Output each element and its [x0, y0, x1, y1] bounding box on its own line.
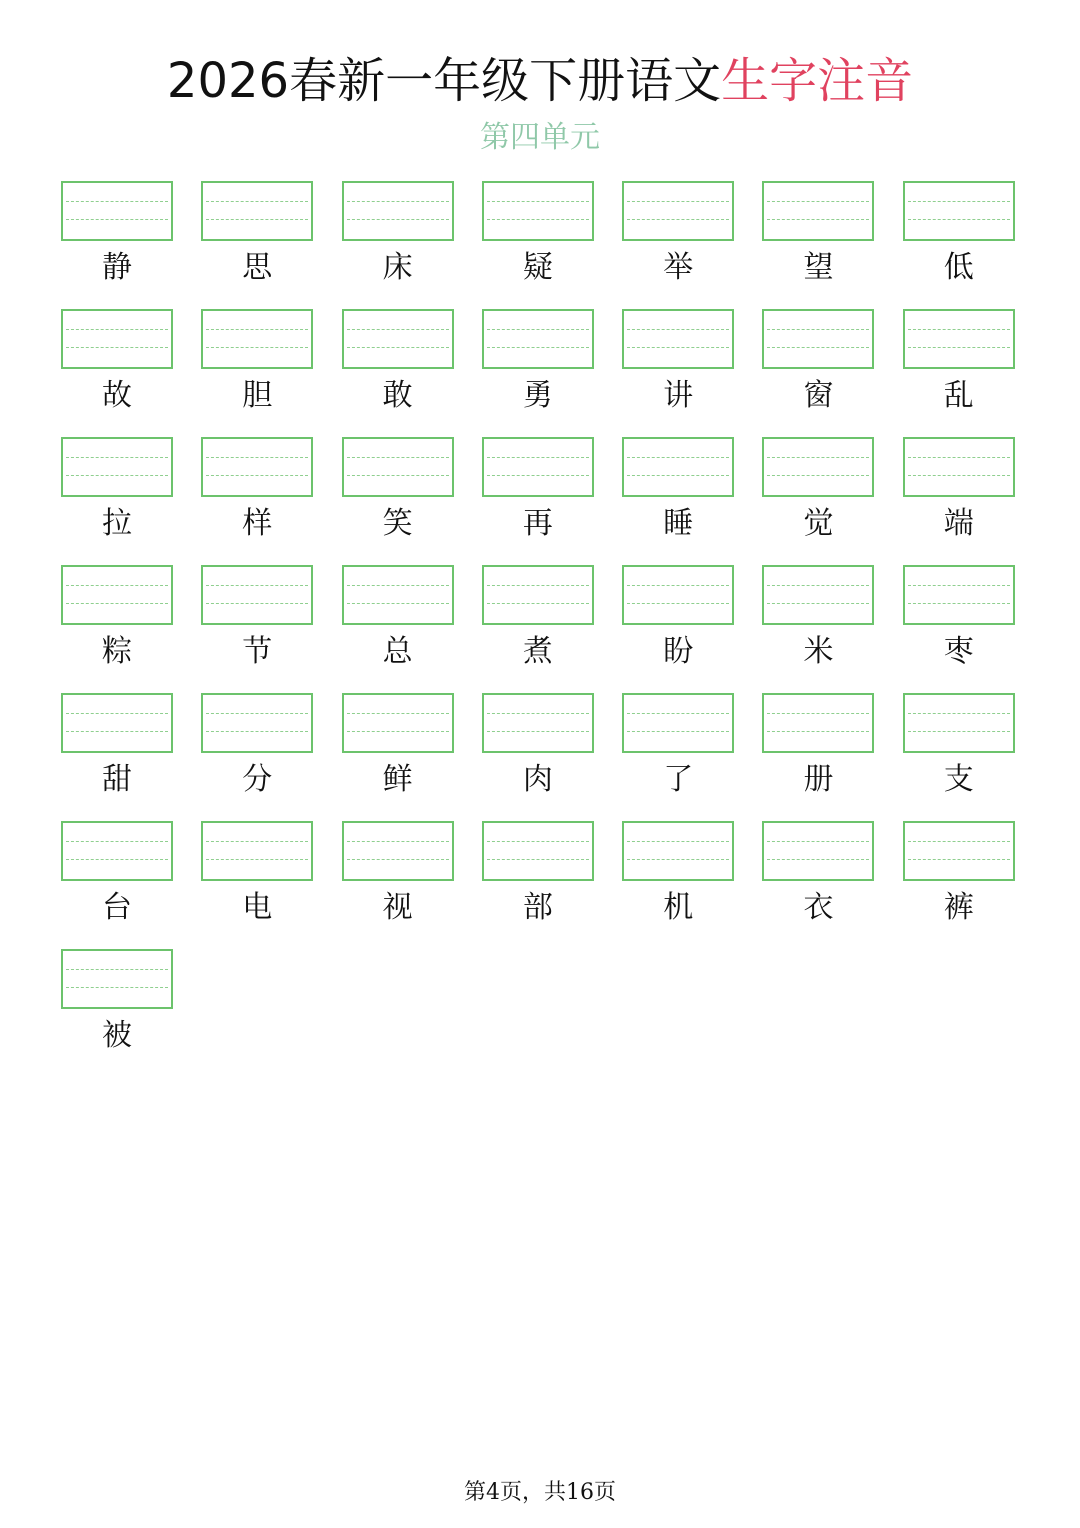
pinyin-writing-box[interactable]	[762, 565, 874, 625]
hanzi-character: 笑	[382, 506, 413, 541]
guide-line	[767, 731, 869, 732]
character-cell	[482, 565, 594, 693]
pinyin-writing-box[interactable]	[482, 693, 594, 753]
hanzi-character: 粽	[102, 634, 132, 669]
character-cell	[622, 565, 734, 693]
guide-line	[767, 329, 869, 330]
hanzi-character: 样	[242, 506, 273, 541]
guide-line	[66, 475, 168, 476]
character-cell	[762, 565, 874, 693]
hanzi-character: 册	[803, 762, 834, 797]
pinyin-writing-box[interactable]	[201, 309, 313, 369]
pinyin-writing-box[interactable]	[61, 181, 173, 241]
guide-line	[206, 201, 308, 202]
guide-line	[908, 859, 1010, 860]
pinyin-writing-box[interactable]	[482, 821, 594, 881]
guide-line	[66, 987, 168, 988]
hanzi-character: 低	[943, 250, 974, 285]
pinyin-writing-box[interactable]	[622, 309, 734, 369]
guide-line	[66, 219, 168, 220]
character-grid	[61, 181, 1021, 1077]
hanzi-character: 乱	[943, 378, 974, 413]
pinyin-writing-box[interactable]	[342, 565, 454, 625]
character-cell	[342, 565, 454, 693]
character-cell	[201, 821, 313, 949]
guide-line	[627, 731, 729, 732]
hanzi-character: 胆	[242, 378, 273, 413]
pinyin-writing-box[interactable]	[482, 437, 594, 497]
guide-line	[627, 201, 729, 202]
pinyin-writing-box[interactable]	[61, 693, 173, 753]
character-cell	[342, 437, 454, 565]
guide-line	[908, 219, 1010, 220]
guide-line	[66, 841, 168, 842]
guide-line	[206, 475, 308, 476]
guide-line	[487, 475, 589, 476]
guide-line	[347, 603, 449, 604]
guide-line	[767, 475, 869, 476]
hanzi-character: 思	[242, 250, 273, 285]
character-cell	[903, 821, 1015, 949]
character-cell	[622, 437, 734, 565]
guide-line	[767, 603, 869, 604]
guide-line	[347, 475, 449, 476]
pinyin-writing-box[interactable]	[903, 565, 1015, 625]
pinyin-writing-box[interactable]	[622, 181, 734, 241]
hanzi-character: 鲜	[382, 762, 413, 797]
character-cell	[482, 309, 594, 437]
hanzi-character: 故	[102, 378, 132, 413]
pinyin-writing-box[interactable]	[903, 437, 1015, 497]
guide-line	[347, 201, 449, 202]
guide-line	[487, 201, 589, 202]
page-header	[0, 50, 1080, 158]
guide-line	[908, 347, 1010, 348]
character-cell	[482, 693, 594, 821]
hanzi-character: 煮	[522, 634, 553, 669]
guide-line	[347, 457, 449, 458]
character-cell	[342, 693, 454, 821]
character-cell	[903, 181, 1015, 309]
pinyin-writing-box[interactable]	[762, 437, 874, 497]
pinyin-writing-box[interactable]	[903, 821, 1015, 881]
guide-line	[908, 585, 1010, 586]
guide-line	[627, 219, 729, 220]
guide-line	[487, 713, 589, 714]
character-cell	[903, 565, 1015, 693]
guide-line	[627, 475, 729, 476]
character-cell	[61, 309, 173, 437]
character-cell	[201, 565, 313, 693]
guide-line	[66, 713, 168, 714]
character-cell	[762, 181, 874, 309]
hanzi-character: 机	[663, 890, 694, 925]
guide-line	[206, 731, 308, 732]
hanzi-character: 被	[102, 1018, 132, 1053]
hanzi-character: 敢	[382, 378, 413, 413]
guide-line	[767, 201, 869, 202]
guide-line	[66, 969, 168, 970]
hanzi-character: 望	[803, 250, 834, 285]
guide-line	[487, 603, 589, 604]
hanzi-character: 盼	[663, 634, 694, 669]
guide-line	[206, 347, 308, 348]
pinyin-writing-box[interactable]	[482, 309, 594, 369]
character-cell	[342, 821, 454, 949]
guide-line	[66, 457, 168, 458]
guide-line	[627, 329, 729, 330]
guide-line	[487, 347, 589, 348]
pinyin-writing-box[interactable]	[61, 565, 173, 625]
guide-line	[206, 329, 308, 330]
pinyin-writing-box[interactable]	[342, 821, 454, 881]
hanzi-character: 分	[242, 762, 273, 797]
guide-line	[347, 219, 449, 220]
hanzi-character: 疑	[522, 250, 553, 285]
character-cell	[903, 693, 1015, 821]
guide-line	[908, 731, 1010, 732]
guide-line	[347, 329, 449, 330]
pinyin-writing-box[interactable]	[903, 309, 1015, 369]
hanzi-character: 肉	[522, 762, 553, 797]
pinyin-writing-box[interactable]	[762, 309, 874, 369]
guide-line	[767, 841, 869, 842]
pinyin-writing-box[interactable]	[903, 693, 1015, 753]
guide-line	[66, 585, 168, 586]
hanzi-character: 总	[382, 634, 413, 669]
character-cell	[762, 821, 874, 949]
guide-line	[627, 859, 729, 860]
pinyin-writing-box[interactable]	[762, 821, 874, 881]
pinyin-writing-box[interactable]	[201, 693, 313, 753]
hanzi-character: 衣	[803, 890, 834, 925]
guide-line	[767, 585, 869, 586]
guide-line	[66, 731, 168, 732]
hanzi-character: 静	[102, 250, 132, 285]
character-cell	[482, 437, 594, 565]
guide-line	[627, 585, 729, 586]
character-cell	[622, 309, 734, 437]
character-cell	[622, 693, 734, 821]
guide-line	[487, 219, 589, 220]
hanzi-character: 部	[522, 890, 553, 925]
character-cell	[762, 437, 874, 565]
page-title	[0, 50, 1080, 112]
guide-line	[908, 841, 1010, 842]
guide-line	[487, 731, 589, 732]
hanzi-character: 枣	[943, 634, 974, 669]
character-cell	[903, 437, 1015, 565]
character-cell	[61, 949, 173, 1077]
pinyin-writing-box[interactable]	[201, 565, 313, 625]
guide-line	[487, 841, 589, 842]
guide-line	[206, 603, 308, 604]
pinyin-writing-box[interactable]	[482, 181, 594, 241]
guide-line	[66, 347, 168, 348]
guide-line	[347, 859, 449, 860]
guide-line	[487, 585, 589, 586]
character-cell	[342, 309, 454, 437]
hanzi-character: 裤	[943, 890, 974, 925]
page-title-highlight: 生字注音	[721, 53, 914, 109]
pinyin-writing-box[interactable]	[201, 437, 313, 497]
guide-line	[627, 713, 729, 714]
character-cell	[762, 693, 874, 821]
character-cell	[61, 181, 173, 309]
hanzi-character: 床	[382, 250, 413, 285]
pinyin-writing-box[interactable]	[201, 821, 313, 881]
pinyin-writing-box[interactable]	[622, 821, 734, 881]
guide-line	[767, 713, 869, 714]
character-cell	[482, 181, 594, 309]
pinyin-writing-box[interactable]	[342, 437, 454, 497]
hanzi-character: 台	[102, 890, 132, 925]
hanzi-character: 讲	[663, 378, 694, 413]
hanzi-character: 视	[382, 890, 413, 925]
guide-line	[767, 219, 869, 220]
guide-line	[206, 457, 308, 458]
pinyin-writing-box[interactable]	[622, 693, 734, 753]
guide-line	[206, 585, 308, 586]
character-cell	[61, 821, 173, 949]
hanzi-character: 米	[803, 634, 834, 669]
guide-line	[487, 859, 589, 860]
pinyin-writing-box[interactable]	[482, 565, 594, 625]
guide-line	[908, 713, 1010, 714]
character-cell	[201, 181, 313, 309]
hanzi-character: 举	[663, 250, 694, 285]
hanzi-character: 端	[943, 506, 974, 541]
character-cell	[61, 565, 173, 693]
character-cell	[762, 309, 874, 437]
character-cell	[201, 693, 313, 821]
hanzi-character: 节	[242, 634, 273, 669]
guide-line	[347, 713, 449, 714]
guide-line	[908, 201, 1010, 202]
pinyin-writing-box[interactable]	[622, 437, 734, 497]
character-cell	[201, 437, 313, 565]
guide-line	[908, 329, 1010, 330]
pinyin-writing-box[interactable]	[342, 181, 454, 241]
guide-line	[347, 731, 449, 732]
character-cell	[201, 309, 313, 437]
page-number: 第4页，共16页	[464, 1480, 616, 1505]
character-cell	[903, 309, 1015, 437]
guide-line	[908, 475, 1010, 476]
hanzi-character: 睡	[663, 506, 694, 541]
hanzi-character: 觉	[803, 506, 834, 541]
character-cell	[622, 181, 734, 309]
guide-line	[206, 713, 308, 714]
hanzi-character: 再	[522, 506, 553, 541]
pinyin-writing-box[interactable]	[762, 693, 874, 753]
guide-line	[627, 347, 729, 348]
guide-line	[908, 457, 1010, 458]
hanzi-character: 窗	[803, 378, 834, 413]
pinyin-writing-box[interactable]	[903, 181, 1015, 241]
page-title-main: 2026春新一年级下册语文	[166, 53, 722, 109]
guide-line	[66, 603, 168, 604]
guide-line	[627, 603, 729, 604]
guide-line	[347, 347, 449, 348]
pinyin-writing-box[interactable]	[342, 693, 454, 753]
guide-line	[66, 859, 168, 860]
character-cell	[622, 821, 734, 949]
pinyin-writing-box[interactable]	[201, 181, 313, 241]
pinyin-writing-box[interactable]	[762, 181, 874, 241]
guide-line	[347, 585, 449, 586]
guide-line	[767, 347, 869, 348]
hanzi-character: 电	[242, 890, 273, 925]
guide-line	[627, 841, 729, 842]
pinyin-writing-box[interactable]	[61, 437, 173, 497]
guide-line	[206, 859, 308, 860]
guide-line	[66, 329, 168, 330]
guide-line	[908, 603, 1010, 604]
character-cell	[61, 693, 173, 821]
pinyin-writing-box[interactable]	[622, 565, 734, 625]
pinyin-writing-box[interactable]	[61, 821, 173, 881]
guide-line	[627, 457, 729, 458]
pinyin-writing-box[interactable]	[61, 949, 173, 1009]
hanzi-character: 拉	[102, 506, 132, 541]
hanzi-character: 勇	[522, 378, 553, 413]
guide-line	[487, 457, 589, 458]
guide-line	[347, 841, 449, 842]
guide-line	[206, 841, 308, 842]
character-cell	[482, 821, 594, 949]
guide-line	[767, 457, 869, 458]
hanzi-character: 了	[663, 762, 694, 797]
guide-line	[206, 219, 308, 220]
character-cell	[61, 437, 173, 565]
character-cell	[342, 181, 454, 309]
guide-line	[487, 329, 589, 330]
guide-line	[767, 859, 869, 860]
pinyin-writing-box[interactable]	[61, 309, 173, 369]
pinyin-writing-box[interactable]	[342, 309, 454, 369]
hanzi-character: 支	[943, 762, 974, 797]
unit-subtitle: 第四单元	[480, 120, 600, 155]
hanzi-character: 甜	[102, 762, 132, 797]
guide-line	[66, 201, 168, 202]
